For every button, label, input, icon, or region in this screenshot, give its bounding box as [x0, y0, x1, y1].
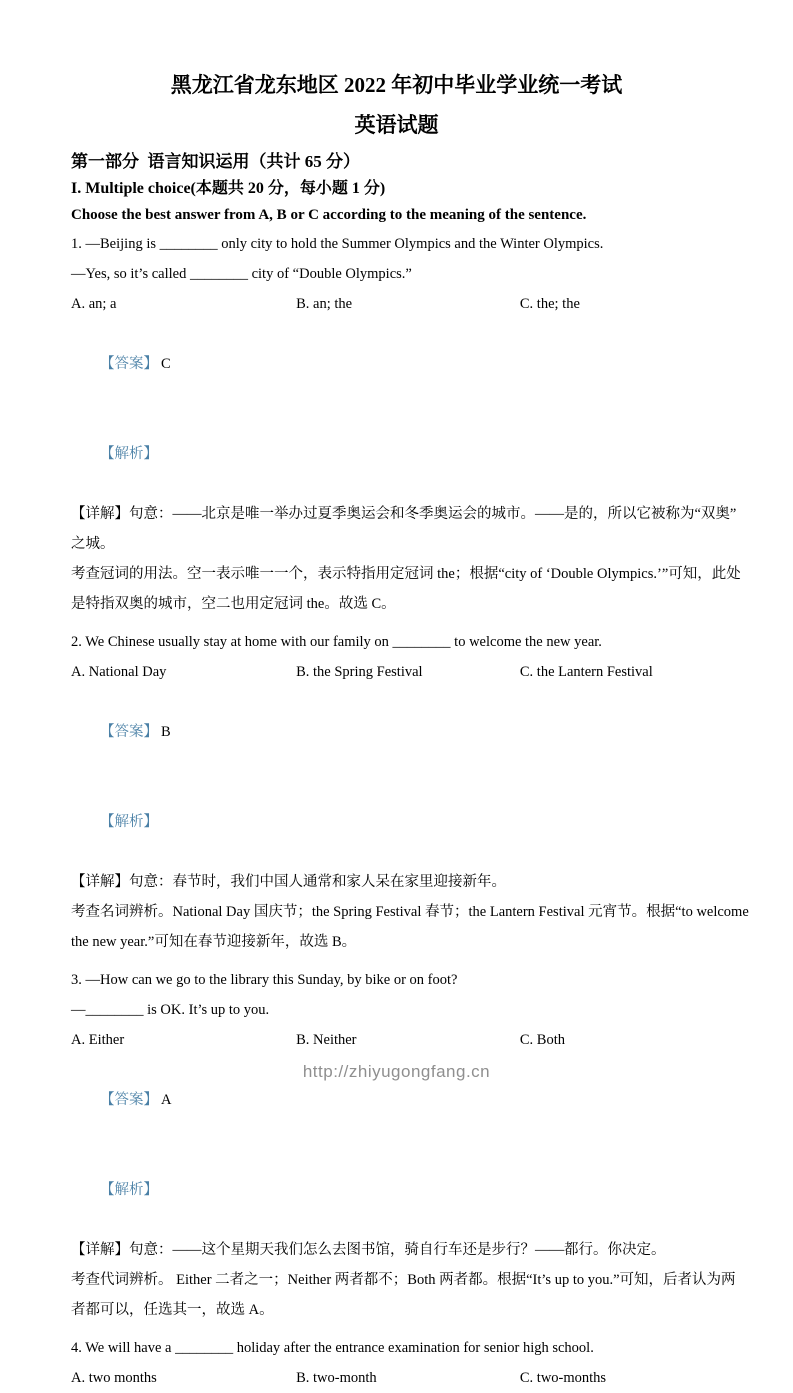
question-4-option-b: B. two-month — [296, 1370, 377, 1386]
instruction-text: Choose the best answer from A, B or C according to the meaning of the sentence. — [71, 207, 587, 223]
question-2-stem-line-1: 2. We Chinese usually stay at home with our family on ________ to welcome the new year. — [71, 634, 602, 650]
question-1-option-b: B. an; the — [296, 296, 353, 312]
page-subtitle: 英语试题 — [354, 113, 439, 137]
question-1-answer-value: C — [161, 356, 171, 372]
question-2-option-a: A. National Day — [71, 664, 167, 680]
question-3-detail-line-2: 考查代词辨析。 Either 二者之一；Neither 两者都不；Both 两者都。根据“It’s up to you.”可知，后者认为两 — [71, 1272, 736, 1288]
question-3-stem-line-2: —________ is OK. It’s up to you. — [71, 1002, 270, 1018]
analysis-label: 【解析】 — [100, 1182, 158, 1198]
question-3-options-row — [71, 1025, 743, 1055]
question-3-option-c: C. Both — [519, 1032, 565, 1048]
question-4-option-a: A. two months — [71, 1370, 157, 1386]
answer-label: 【答案】 — [100, 356, 158, 372]
analysis-label: 【解析】 — [100, 446, 158, 462]
question-1-detail-line-3: 考查冠词的用法。空一表示唯一一个，表示特指用定冠词 the；根据“city of ‘Double Olympics.’”可知，此处 — [71, 566, 741, 582]
question-3-answer-value: A — [161, 1092, 172, 1108]
question-1-options-row — [71, 289, 743, 319]
question-3-stem-line-1: 3. —How can we go to the library this Sunday, by bike or on foot? — [71, 972, 458, 988]
question-2-analysis-row — [71, 777, 743, 867]
document-body — [0, 140, 793, 1393]
question-type-heading: I. Multiple choice(本题共 20 分，每小题 1 分) — [71, 180, 386, 197]
question-3-option-a: A. Either — [71, 1032, 125, 1048]
question-1-analysis-row — [71, 409, 743, 499]
answer-label: 【答案】 — [100, 724, 158, 740]
question-1-option-c: C. the; the — [519, 296, 580, 312]
question-3-analysis-row — [71, 1145, 743, 1235]
question-2-answer-row — [71, 687, 743, 777]
question-1-option-a: A. an; a — [71, 296, 117, 312]
answer-label: 【答案】 — [100, 1092, 158, 1108]
question-2-option-c: C. the Lantern Festival — [519, 664, 653, 680]
question-3-option-b: B. Neither — [296, 1032, 357, 1048]
question-2-answer-value: B — [161, 724, 171, 740]
question-1-detail-line-1: 【详解】句意：——北京是唯一举办过夏季奥运会和冬季奥运会的城市。——是的，所以它被称为“双奥” — [71, 506, 737, 522]
question-1-stem-line-1: 1. —Beijing is ________ only city to hold the Summer Olympics and the Winter Olympics. — [71, 236, 604, 252]
question-3-detail-line-1: 【详解】句意：——这个星期天我们怎么去图书馆，骑自行车还是步行？——都行。你决定。 — [71, 1242, 666, 1258]
question-3 — [71, 965, 743, 1325]
question-1 — [71, 229, 743, 619]
question-2 — [71, 627, 749, 957]
page-title: 黑龙江省龙东地区 2022 年初中毕业学业统一考试 — [170, 73, 623, 97]
watermark-url: http://zhiyugongfang.cn — [302, 1062, 491, 1081]
question-2-detail-line-1: 【详解】句意：春节时，我们中国人通常和家人呆在家里迎接新年。 — [71, 874, 506, 890]
question-4 — [71, 1333, 743, 1393]
question-4-option-c: C. two-months — [519, 1370, 607, 1386]
question-2-options-row — [71, 657, 743, 687]
question-4-options-row — [71, 1363, 743, 1393]
analysis-label: 【解析】 — [100, 814, 158, 830]
question-1-stem-line-2: —Yes, so it’s called ________ city of “Double Olympics.” — [71, 266, 412, 282]
question-1-detail-line-4: 是特指双奥的城市，空二也用定冠词 the。故选 C。 — [71, 596, 396, 612]
question-3-detail-line-3: 者都可以，任选其一，故选 A。 — [71, 1302, 274, 1318]
question-2-detail-line-3: the new year.”可知在春节迎接新年，故选 B。 — [71, 934, 357, 950]
question-1-detail-line-2: 之城。 — [71, 536, 115, 552]
question-1-answer-row — [71, 319, 743, 409]
question-4-stem-line-1: 4. We will have a ________ holiday after the entrance examination for senior high school. — [71, 1340, 594, 1356]
part-heading: 第一部分 语言知识运用（共计 65 分） — [71, 152, 360, 171]
question-2-detail-line-2: 考查名词辨析。National Day 国庆节；the Spring Festival 春节；the Lantern Festival 元宵节。根据“to welcome — [71, 904, 749, 920]
question-2-option-b: B. the Spring Festival — [296, 664, 423, 680]
